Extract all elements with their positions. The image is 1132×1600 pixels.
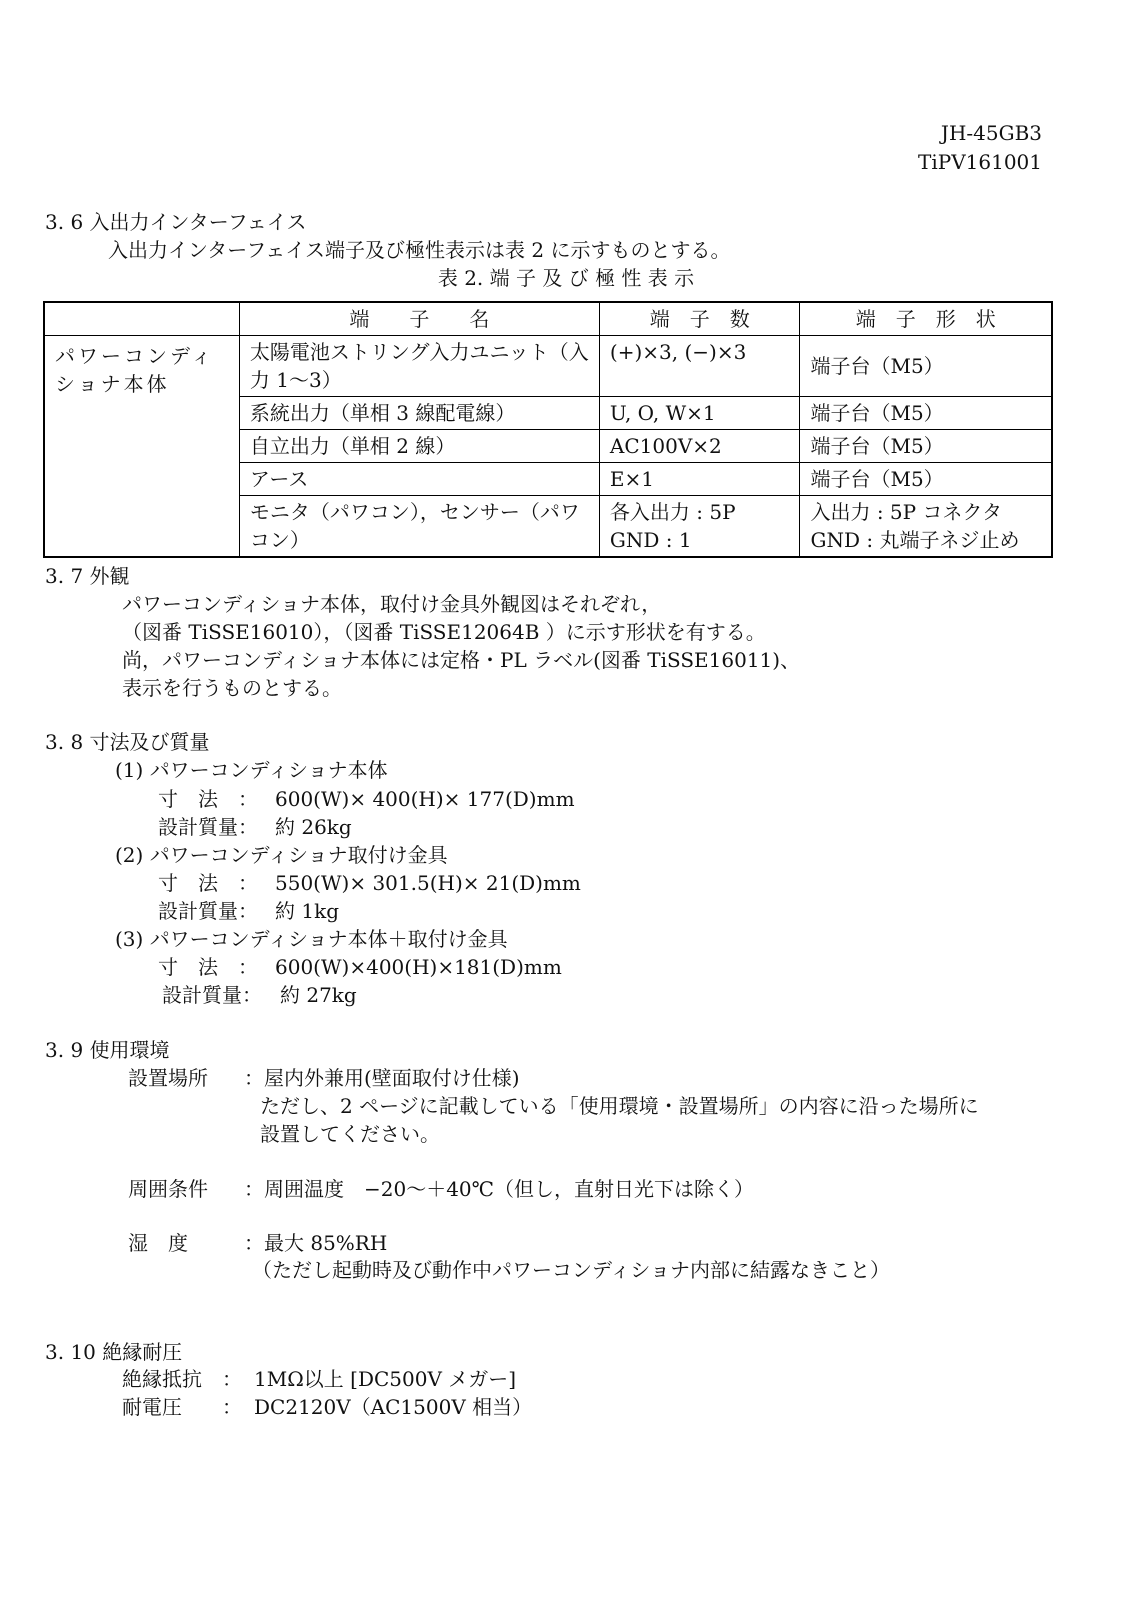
mass-label: 設計質量： [162, 983, 262, 1007]
item-label: (1) パワーコンディショナ本体 [115, 758, 388, 782]
section-3-7-line: 表示を行うものとする。 [122, 676, 342, 700]
table-2-caption: 表 2. 端 子 及 び 極 性 表 示 [437, 266, 695, 290]
dimension-label: 寸 法 ： [158, 787, 258, 811]
section-3-6-title: 3. 6 入出力インターフェイス [45, 210, 307, 234]
place-note: ただし、2 ページに記載している「使用環境・設置場所」の内容に沿った場所に [260, 1094, 979, 1118]
table-header-row [44, 302, 1052, 336]
terminal-shape-cell: 端子台（M5） [800, 463, 1052, 496]
withstand-label: 耐電圧 ： [122, 1395, 242, 1419]
section-3-6-intro: 入出力インターフェイス端子及び極性表示は表 2 に示すものとする。 [108, 238, 731, 262]
terminal-name-cell: モニタ（パワコン），センサー（パワコン） [239, 496, 599, 558]
humidity-label: 湿 度 [128, 1231, 188, 1255]
dimension-value: 600(W)×400(H)×181(D)mm [275, 955, 562, 979]
table-header-blank [44, 302, 239, 336]
ambient-value: ：周囲温度 −20〜＋40℃（但し，直射日光下は除く） [244, 1177, 755, 1201]
table-header-count: 端 子 数 [599, 302, 800, 336]
dimension-label: 寸 法 ： [158, 871, 258, 895]
dimension-label: 寸 法 ： [158, 955, 258, 979]
terminal-shape-cell: 端子台（M5） [800, 397, 1052, 430]
place-note: 設置してください。 [260, 1122, 440, 1146]
mass-label: 設計質量： [158, 899, 258, 923]
terminal-shape-cell [800, 496, 1052, 558]
place-value: ：屋内外兼用(壁面取付け仕様) [244, 1066, 520, 1090]
terminal-table [43, 301, 1053, 558]
terminal-name-cell: 自立出力（単相 2 線） [239, 430, 599, 463]
revision-number: TiPV161001 [918, 150, 1042, 174]
table-header-name: 端 子 名 [239, 302, 599, 336]
section-3-10-title: 3. 10 絶縁耐圧 [45, 1340, 183, 1364]
mass-value: 約 27kg [280, 983, 357, 1007]
terminal-count-line: GND : 1 [609, 528, 692, 552]
place-label: 設置場所 [128, 1066, 208, 1090]
section-3-9-title: 3. 9 使用環境 [45, 1038, 170, 1062]
item-label: (2) パワーコンディショナ取付け金具 [115, 843, 448, 867]
section-3-7-line: 尚，パワーコンディショナ本体には定格・PL ラベル(図番 TiSSE16011)、 [122, 648, 801, 672]
terminal-count-cell [599, 496, 800, 558]
ambient-label: 周囲条件 [128, 1177, 208, 1201]
table-row [44, 336, 1052, 397]
terminal-count-cell: (+)×3, (−)×3 [599, 336, 800, 397]
terminal-count-cell: U, O, W×1 [599, 397, 800, 430]
terminal-shape-cell: 端子台（M5） [800, 430, 1052, 463]
terminal-name-cell: アース [239, 463, 599, 496]
mass-label: 設計質量： [158, 815, 258, 839]
section-3-7-title: 3. 7 外観 [45, 564, 130, 588]
insulation-value: 1MΩ以上 [DC500V メガー] [254, 1367, 517, 1391]
terminal-shape-line: 入出力 : 5P コネクタ [810, 500, 1003, 524]
humidity-value: ：最大 85%RH [244, 1231, 388, 1255]
terminal-name-cell: 太陽電池ストリング入力ユニット（入力 1〜3） [239, 336, 599, 397]
terminal-shape-cell: 端子台（M5） [800, 336, 1052, 397]
item-label: (3) パワーコンディショナ本体＋取付け金具 [115, 927, 508, 951]
mass-value: 約 1kg [275, 899, 340, 923]
terminal-count-cell: E×1 [599, 463, 800, 496]
table-header-shape: 端 子 形 状 [800, 302, 1052, 336]
section-3-7-line: パワーコンディショナ本体，取付け金具外観図はそれぞれ， [122, 592, 662, 616]
mass-value: 約 26kg [275, 815, 352, 839]
unit-label-cell: パワーコンディショナ本体 [44, 336, 239, 558]
dimension-value: 550(W)× 301.5(H)× 21(D)mm [275, 871, 581, 895]
terminal-count-cell: AC100V×2 [599, 430, 800, 463]
humidity-note: （ただし起動時及び動作中パワーコンディショナ内部に結露なきこと） [252, 1258, 890, 1282]
terminal-name-cell: 系統出力（単相 3 線配電線） [239, 397, 599, 430]
dimension-value: 600(W)× 400(H)× 177(D)mm [275, 787, 575, 811]
insulation-label: 絶縁抵抗 ： [122, 1367, 242, 1391]
document-number: JH-45GB3 [940, 121, 1042, 145]
terminal-shape-line: GND : 丸端子ネジ止め [810, 528, 1020, 552]
section-3-7-line: （図番 TiSSE16010），（図番 TiSSE12064B ）に示す形状を有する。 [122, 620, 766, 644]
terminal-count-line: 各入出力 : 5P [609, 500, 736, 524]
withstand-value: DC2120V（AC1500V 相当） [254, 1395, 533, 1419]
section-3-8-title: 3. 8 寸法及び質量 [45, 730, 210, 754]
